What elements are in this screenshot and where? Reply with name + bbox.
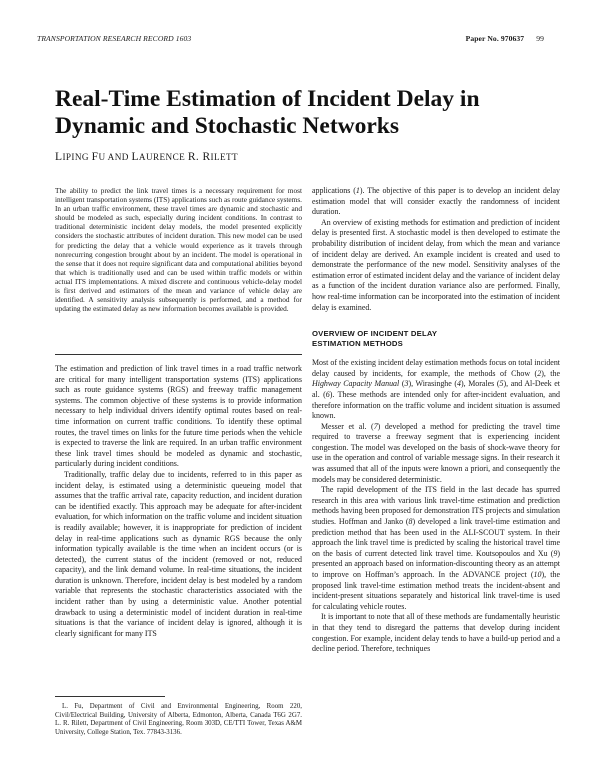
author-initial: R	[202, 151, 211, 163]
running-header	[37, 34, 544, 46]
citation-ref: 2	[537, 368, 542, 378]
author-line	[55, 151, 238, 163]
body-paragraph: Most of the existing incident delay estimation methods focus on total incident delay caused by incidents, for example, the methods of Chow (2), the Highway Capacity Manual (3), Wirasinghe (4), Morales (5), and Al-Deek et al. (6). These methods are intended only for after-incident evaluation, and therefore information on the traffic volume and incident situation is assumed known.	[312, 358, 561, 421]
body-paragraph: The rapid development of the ITS field in the last decade has spurred research in this area with various link travel-time estimation and prediction methods having been proposed for demonstration ITS projects and simulation studies. Hoffman and Janko (8) developed a link travel-time estimation and prediction method that has been used in the ALI-SCOUT system. In their approach the link travel time is predicted by scaling the historical travel time on the basis of current detected link travel time. Koutsopoulos and Xu (9) presented an approach based on information-discounting theory as an attempt to improve on Hoffman’s approach. In the ADVANCE project (10), the proposed link travel-time estimation method treats the incident-absent and incident-present situations separately and historical link travel-time is used for calculating vehicle routes.	[312, 485, 560, 611]
citation-ref: 7	[373, 421, 378, 431]
author-and: AND	[105, 152, 132, 162]
citation-ref: 10	[533, 570, 542, 579]
section-heading	[312, 329, 560, 349]
page-number: 99	[536, 34, 544, 43]
left-column-body	[55, 364, 302, 639]
body-paragraph: Traditionally, traffic delay due to incidents, referred to in this paper as incident delay, is estimated using a deterministic queueing model that assumes that the traffic arrival rate, capacity reduction, and incident duration can be identified exactly. This approach may be adequate for after-incident evaluation, for which information on the traffic volume and incident situation is readily available; however, it is inappropriate for prediction of incident delay in real-time applications such as dynamic RGS because the only information typically available is the time when an incident occurs (or is detected), the current status of the incident (removed or not, reduced capacity), and the link demand volume. In real-time situations, the incident duration is unknown. Therefore, incident delay is best modeled by a random variable that represents the stochastic characteristics associated with the incident rather than by using a deterministic value. Another potential drawback to using a deterministic model of incident duration in real-time situations is that the variance of incident delay is ignored, although it is clearly significant for many ITS	[55, 469, 302, 638]
author-initial: L	[55, 151, 63, 163]
body-paragraph: An overview of existing methods for estimation and prediction of incident delay is presented first. A stochastic model is then developed to estimate the probability distribution of incident delay, from which the mean and variance of incident delay are derived. An example incident is created and used to demonstrate the performance of the new model. Sensitivity analyses of the estimation error of estimated incident delay and the variance of incident delay as a function of the incident duration variance also are performed. Finally, how real-time information can be incorporated into the estimation of incident delay is examined.	[312, 217, 560, 312]
author-smallcaps: U	[98, 152, 106, 162]
author-smallcaps: ILETT	[210, 152, 239, 162]
citation-ref: 9	[553, 548, 558, 558]
abstract	[55, 186, 302, 313]
citation-ref: 5	[499, 379, 504, 389]
citation-ref: 6	[325, 389, 330, 399]
footnote-text: L. Fu, Department of Civil and Environmental Engineering, Room 220, Civil/Electrical Building, University of Alberta, Edmonton, Alberta, Canada T6G 2G7. L. R. Rilett, Department of Civil Engineering, Room 303D, CE/TTI Tower, Texas A&M University, College Station, Tex. 77843-3136.	[55, 703, 302, 736]
header-right	[466, 34, 544, 43]
paper-number: Paper No. 970637	[465, 34, 525, 43]
author-smallcaps: IPING	[62, 152, 92, 162]
spacer	[312, 313, 560, 329]
citation-ref: 3	[404, 379, 409, 389]
author-middle-initial: R.	[187, 151, 203, 163]
abstract-text: The ability to predict the link travel times is a necessary requirement for most intelligent transportation systems (ITS) applications such as route guidance systems. In an urban traffic environment, these travel times are dynamic and stochastic and should be modeled as such, especially during incident conditions. In contrast to traditional deterministic incident delay models, the model presented explicitly considers the stochastic attributes of incident duration. This new model can be used for predicting the delay that a vehicle would experience as it travels through nonrecurring congestion brought about by an incident. The model is operational in the sense that it does not require significant data and computational abilities beyond that which is traditionally used and can be used within traffic models or within actual ITS implementations. A mixed discrete and continuous vehicle-delay model is first derived and estimators of the mean and variance of vehicle delay are identified. A sensitivity analysis subsequently is performed, and a method for updating the estimated delay as new information becomes available is provided.	[55, 186, 302, 314]
author-smallcaps: AURENCE	[138, 152, 188, 162]
article-title: Real-Time Estimation of Incident Delay in Dynamic and Stochastic Networks	[55, 86, 480, 139]
body-paragraph: Messer et al. (7) developed a method for predicting the travel time required to traverse a freeway segment that is experiencing incident congestion. The model was developed on the basis of shock-wave theory for use in the operation and control of variable message signs. In their research it was assumed that all of the inputs were known a priori, and consequently the models may be considered deterministic.	[312, 421, 561, 484]
right-column-body	[312, 186, 560, 655]
cited-title: Highway Capacity Manual	[312, 379, 400, 389]
author-affiliation-footnote	[55, 703, 302, 737]
abstract-divider	[55, 354, 302, 355]
author-initial: L	[131, 151, 139, 163]
body-paragraph: The estimation and prediction of link travel times in a road traffic network are critical for many intelligent transportation systems (ITS) applications such as route guidance systems (RGS) and freeway traffic management systems. The common objective of these systems is to provide information necessary to help individual drivers identify optimal routes based on real-time information on current traffic conditions. To identify these optimal routes, the travel times on links for the future time periods when the vehicle is expected to traverse the link are required. In an urban traffic environment these link travel times should be modeled as dynamic and stochastic, particularly during incident conditions.	[55, 364, 302, 469]
footnote-divider	[55, 696, 165, 697]
citation-ref: 1	[355, 186, 360, 195]
author-initial: F	[91, 151, 99, 163]
section-heading-line: OVERVIEW OF INCIDENT DELAY	[312, 329, 438, 339]
citation-ref: 4	[457, 379, 462, 389]
body-paragraph: applications (1). The objective of this paper is to develop an incident delay estimation model that will consider exactly the randomness of incident duration.	[312, 186, 561, 217]
section-heading-line: ESTIMATION METHODS	[312, 339, 404, 349]
citation-ref: 8	[408, 517, 413, 527]
journal-name: TRANSPORTATION RESEARCH RECORD 1603	[37, 34, 192, 43]
body-paragraph: It is important to note that all of these methods are fundamentally heuristic in that they tend to disregard the patterns that develop during incident congestion. For example, incident delay tends to have a build-up period and a decline period. Therefore, techniques	[312, 612, 560, 654]
